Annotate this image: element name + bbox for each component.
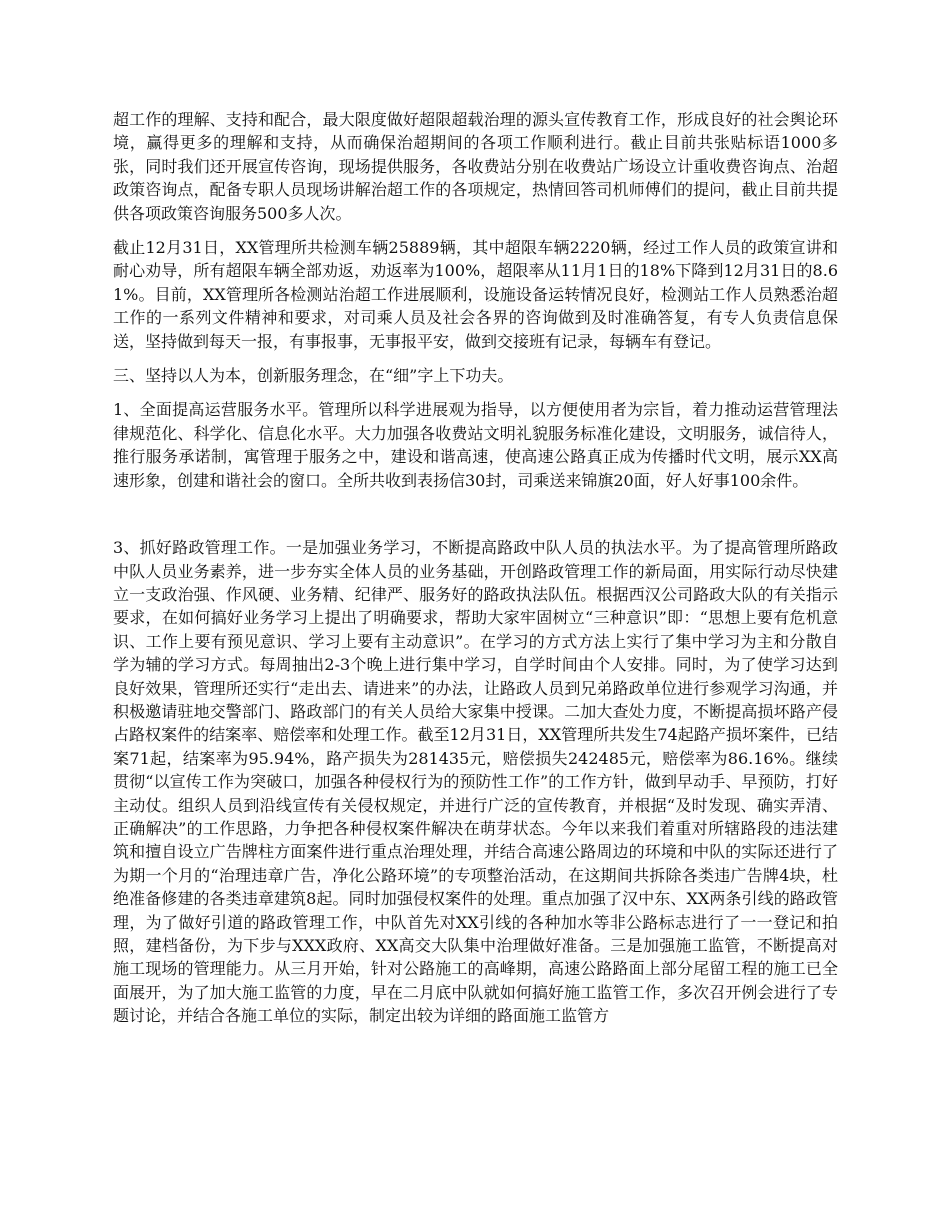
paragraph-inspection-stats: 截止12月31日，XX管理所共检测车辆25889辆，其中超限车辆2220辆，经过工作人员的政策宣讲和耐心劝导，所有超限车辆全部劝返，劝返率为100%，超限率从11月1日的18%下降到12月31日的8.61%。目前，XX管理所各检测站治超工作进展顺利，设施设备运转情况良好，检测站工作人员熟悉治超工作的一系列文件精神和要求，对司乘人员及社会各界的咨询做到及时准确答复，有专人负责信息保送，坚持做到每天一报，有事报事，无事报平安，做到交接班有记录，每辆车有登记。 — [113, 238, 838, 351]
paragraph-publicity: 超工作的理解、支持和配合，最大限度做好超限超载治理的源头宣传教育工作，形成良好的社会舆论环境，赢得更多的理解和支持，从而确保治超期间的各项工作顺利进行。截止目前共张贴标语1000多张，同时我们还开展宣传咨询，现场提供服务，各收费站分别在收费站广场设立计重收费咨询点、治超政策咨询点，配备专职人员现场讲解治超工作的各项规定，热情回答司机师傅们的提问，截止目前共提供各项政策咨询服务500多人次。 — [113, 110, 838, 223]
section-heading-three: 三、坚持以人为本，创新服务理念，在“细”字上下功夫。 — [113, 366, 514, 386]
paragraph-operation-service: 1、全面提高运营服务水平。管理所以科学进展观为指导，以方便使用者为宗旨，着力推动运营管理法律规范化、科学化、信息化水平。大力加强各收费站文明礼貌服务标准化建设，文明服务，诚信待人，推行服务承诺制，寓管理于服务之中，建设和谐高速，使高速公路真正成为传播时代文明，展示XX高速形象，创建和谐社会的窗口。全所共收到表扬信30封，司乘送来锦旗20面，好人好事100余件。 — [113, 400, 838, 490]
document-body — [113, 108, 838, 1039]
paragraph-road-administration: 3、抓好路政管理工作。一是加强业务学习，不断提高路政中队人员的执法水平。为了提高管理所路政中队人员业务素养，进一步夯实全体人员的业务基础，开创路政管理工作的新局面，用实际行动尽快建立一支政治强、作风硬、业务精、纪律严、服务好的路政执法队伍。根据西汉公司路政大队的有关指示要求，在如何搞好业务学习上提出了明确要求，帮助大家牢固树立“三种意识”即：“思想上要有危机意识、工作上要有预见意识、学习上要有主动意识”。在学习的方式方法上实行了集中学习为主和分散自学为辅的学习方式。每周抽出2-3个晚上进行集中学习，自学时间由个人安排。同时，为了使学习达到良好效果，管理所还实行“走出去、请进来”的办法，让路政人员到兄弟路政单位进行参观学习沟通，并积极邀请驻地交警部门、路政部门的有关人员给大家集中授课。二加大查处力度，不断提高损坏路产侵占路权案件的结案率、赔偿率和处理工作。截至12月31日，XX管理所共发生74起路产损坏案件，已结案71起，结案率为95.94%，路产损失为281435元，赔偿损失242485元，赔偿率为86.16%。继续贯彻“以宣传工作为突破口，加强各种侵权行为的预防性工作”的工作方针，做到早动手、早预防，打好主动仗。组织人员到沿线宣传有关侵权规定，并进行广泛的宣传教育，并根据“及时发现、确实弄清、正确解决”的工作思路，力争把各种侵权案件解决在萌芽状态。今年以来我们着重对所辖路段的违法建筑和擅自设立广告牌柱方面案件进行重点治理处理，并结合高速公路周边的环境和中队的实际还进行了为期一个月的“治理违章广告，净化公路环境”的专项整治活动，在这期间共拆除各类违广告牌4块，杜绝准备修建的各类违章建筑8起。同时加强侵权案件的处理。重点加强了汉中东、XX两条引线的路政管理，为了做好引道的路政管理工作，中队首先对XX引线的各种加水等非公路标志进行了一一登记和拍照，建档备份，为下步与XXX政府、XX高交大队集中治理做好准备。三是加强施工监管，不断提高对施工现场的管理能力。从三月开始，针对公路施工的高峰期，高速公路路面上部分尾留工程的施工已全面展开，为了加大施工监管的力度，早在二月底中队就如何搞好施工监管工作，多次召开例会进行了专题讨论，并结合各施工单位的实际，制定出较为详细的路面施工监管方 — [113, 538, 838, 1026]
